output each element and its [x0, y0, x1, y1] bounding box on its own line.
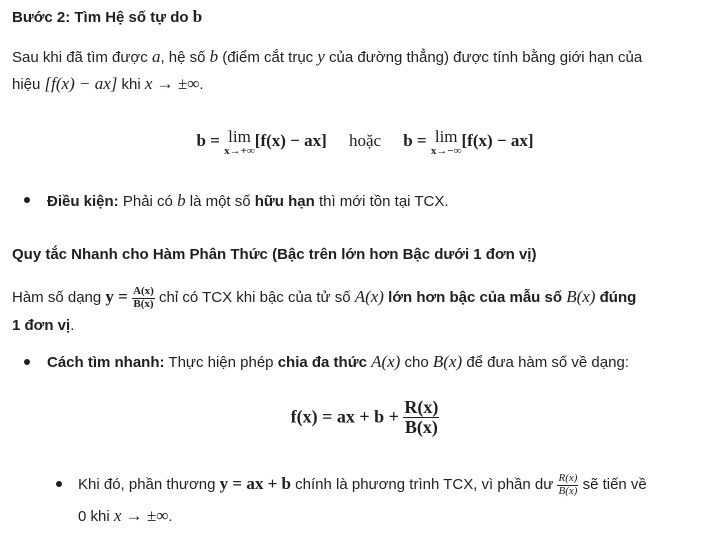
text: . [199, 76, 204, 93]
limit-operator [224, 128, 255, 157]
condition-bullet [47, 188, 717, 214]
formula-lhs: b = [403, 131, 431, 150]
text: là một số [185, 193, 255, 210]
text: (điểm cắt trục [218, 49, 318, 66]
bullet-dot [56, 481, 62, 487]
bold-division: chia đa thức [277, 354, 367, 371]
rational-paragraph-line2 [12, 314, 718, 337]
bold-text: 1 đơn vị [12, 317, 71, 334]
numerator: R(x) [558, 471, 578, 484]
step-heading-var: b [192, 7, 203, 26]
text: Phải có [118, 193, 178, 210]
step-heading [12, 4, 202, 30]
intro-paragraph-line1 [12, 44, 718, 70]
formula-limit-b [12, 128, 718, 157]
bullet-dot [24, 359, 30, 365]
expr-quotient: y = ax + b [219, 474, 291, 493]
condition-label: Điều kiện: [47, 193, 119, 210]
formula-body: [f(x) − ax] [461, 131, 534, 150]
expr-f-minus-ax: [f(x) − ax] [44, 74, 118, 93]
denominator: B(x) [558, 484, 578, 497]
formula-division [12, 398, 718, 437]
quick-method-bullet [47, 349, 717, 375]
denominator: B(x) [404, 416, 438, 437]
text: thì mới tồn tại TCX. [314, 193, 449, 210]
text: Thực hiện phép [164, 354, 278, 371]
var-a: a [151, 47, 161, 66]
or-word: hoặc [348, 131, 382, 150]
lim-word: lim [434, 127, 458, 146]
bold-text: đúng [595, 289, 637, 306]
formula-lhs: b = [196, 131, 225, 150]
quotient-bullet-line2 [78, 503, 718, 529]
text: khi [117, 76, 145, 93]
expr-ax: A(x) [371, 352, 401, 371]
limit-condition: x → ±∞ [144, 74, 200, 93]
expr-ax: A(x) [354, 287, 384, 306]
expr-bx: B(x) [566, 287, 596, 306]
limit-operator [431, 128, 462, 157]
text: . [168, 508, 173, 525]
var-y: y [317, 47, 325, 66]
fraction-r-over-b [403, 398, 439, 437]
lim-sub: x→+∞ [224, 145, 255, 157]
text: sẽ tiến về [578, 476, 647, 493]
denominator: B(x) [133, 297, 154, 310]
text: chính là phương trình TCX, vì phần dư [291, 476, 558, 493]
bold-text: lớn hơn bậc của mẫu số [383, 289, 567, 306]
var-b: b [177, 191, 186, 210]
formula-body: [f(x) − ax] [254, 131, 327, 150]
text: Hàm số dạng [12, 289, 106, 306]
var-y: y = [105, 287, 133, 306]
text: của đường thẳng) được tính bằng giới hạn của [324, 49, 643, 66]
rule-heading: Quy tắc Nhanh cho Hàm Phân Thức (Bậc trên lớn hơn Bậc dưới 1 đơn vị) [12, 246, 537, 263]
text: cho [400, 354, 433, 371]
step-heading-text: Bước 2: Tìm Hệ số tự do [12, 9, 193, 26]
intro-paragraph-line2 [12, 71, 718, 97]
quick-method-label: Cách tìm nhanh: [47, 354, 165, 371]
rational-paragraph-line1 [12, 284, 718, 310]
text: Sau khi đã tìm được [12, 49, 152, 66]
numerator: R(x) [404, 397, 439, 417]
text: , hệ số [160, 49, 210, 66]
lim-sub: x→−∞ [430, 145, 462, 157]
text: để đưa hàm số về dạng: [462, 354, 629, 371]
bullet-dot [24, 197, 30, 203]
text: . [70, 317, 75, 334]
text: 0 khi [78, 508, 114, 525]
text: chỉ có TCX khi bậc của tử số [154, 289, 355, 306]
fraction-a-over-b [132, 286, 155, 310]
numerator: A(x) [133, 284, 154, 297]
limit-condition: x → ±∞ [113, 506, 169, 525]
text: Khi đó, phần thương [78, 476, 220, 493]
text: hiệu [12, 76, 45, 93]
bold-finite: hữu hạn [254, 193, 315, 210]
quotient-bullet-line1 [78, 471, 718, 497]
lim-word: lim [228, 127, 251, 146]
fraction-remainder [557, 473, 578, 497]
var-b: b [209, 47, 219, 66]
expr-bx: B(x) [432, 352, 463, 371]
formula-lhs: f(x) = ax + b + [290, 406, 404, 427]
